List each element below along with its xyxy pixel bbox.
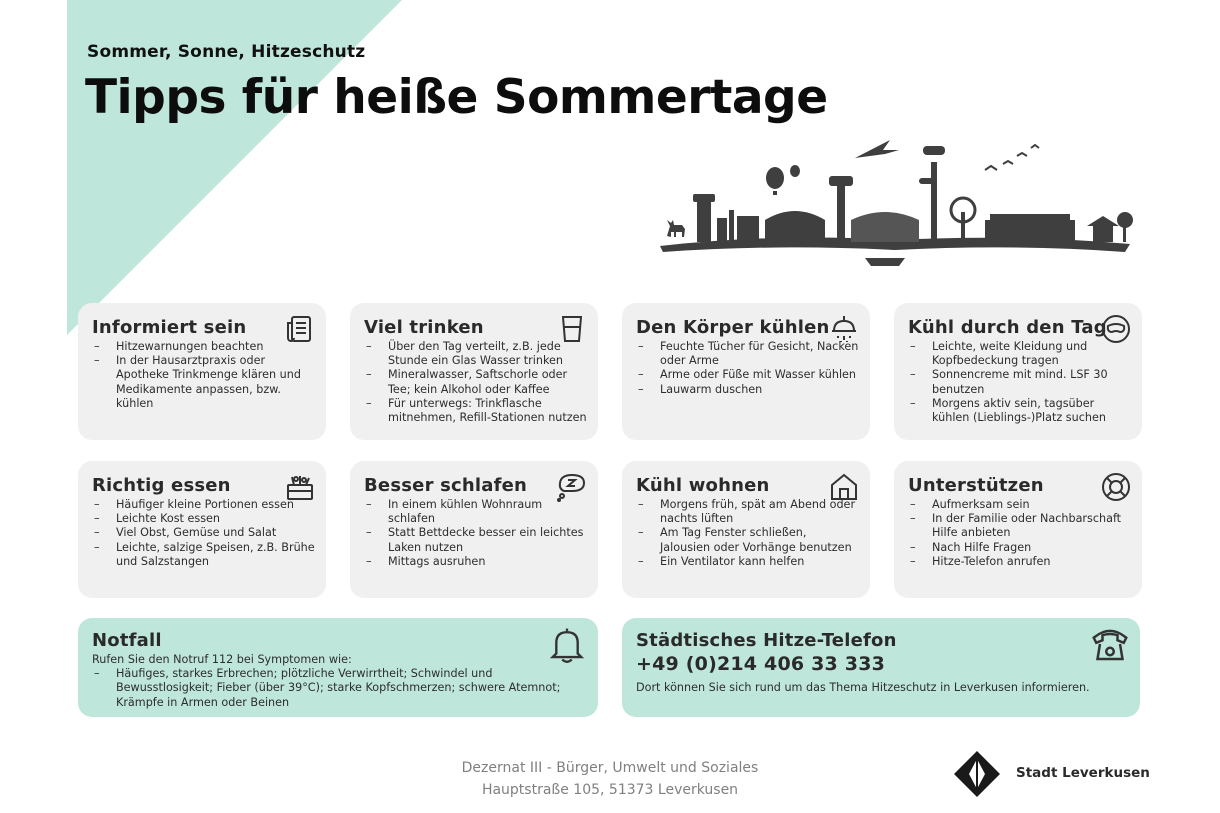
list-item: – Häufiger kleine Portionen essen — [92, 498, 316, 512]
notfall-intro: Rufen Sie den Notruf 112 bei Symptomen wie: — [92, 653, 352, 666]
list-item: – Aufmerksam sein — [908, 498, 1132, 512]
list-item: – Leichte, weite Kleidung und Kopfbedeckung tragen — [908, 340, 1132, 368]
list-item: – Für unterwegs: Trinkflasche mitnehmen, Refill-Stationen nutzen — [364, 397, 588, 425]
list-item: – Feuchte Tücher für Gesicht, Nacken oder Arme — [636, 340, 860, 368]
list-item: – Viel Obst, Gemüse und Salat — [92, 526, 316, 540]
card-title: Besser schlafen — [364, 475, 528, 496]
list-item: – Morgens aktiv sein, tagsüber kühlen (Lieblings-)Platz suchen — [908, 397, 1132, 425]
list-item: – Mittags ausruhen — [364, 555, 588, 569]
list-item: – Sonnencreme mit mind. LSF 30 benutzen — [908, 368, 1132, 396]
list-item: – In einem kühlen Wohnraum schlafen — [364, 498, 588, 526]
stadt-leverkusen-logo-icon — [953, 750, 1001, 798]
list-item: – Am Tag Fenster schließen, Jalousien oder Vorhänge benutzen — [636, 526, 860, 554]
telephone-icon — [1090, 624, 1130, 664]
list-item: – Ein Ventilator kann helfen — [636, 555, 860, 569]
card-title: Kühl durch den Tag — [908, 317, 1107, 338]
card-kuehl-durch-den-tag — [894, 303, 1142, 440]
card-viel-trinken — [350, 303, 598, 440]
bell-icon — [548, 624, 586, 664]
notfall-title: Notfall — [92, 630, 162, 651]
card-informiert-sein — [78, 303, 326, 440]
list-item: – Nach Hilfe Fragen — [908, 541, 1132, 555]
card-koerper-kuehlen — [622, 303, 870, 440]
list-item: – Häufiges, starkes Erbrechen; plötzliche Verwirrtheit; Schwindel und Bewusstlosigkeit; Fieber (über 39°C); starke Kopfschmerzen; schwere Atemnot; Krämpfe in Armen oder Beinen — [92, 667, 588, 710]
hotline-phone-number[interactable]: +49 (0)214 406 33 333 — [636, 653, 886, 675]
list-item: – Hitzewarnungen beachten — [92, 340, 316, 354]
list-item: – In der Familie oder Nachbarschaft Hilfe anbieten — [908, 512, 1132, 540]
card-title: Richtig essen — [92, 475, 231, 496]
list-item: – Morgens früh, spät am Abend oder nachts lüften — [636, 498, 860, 526]
card-title: Den Körper kühlen — [636, 317, 830, 338]
list-item: – Leichte Kost essen — [92, 512, 316, 526]
hotline-text: Dort können Sie sich rund um das Thema Hitzeschutz in Leverkusen informieren. — [636, 681, 1090, 694]
list-item: – Hitze-Telefon anrufen — [908, 555, 1132, 569]
list-item: – Über den Tag verteilt, z.B. jede Stunde ein Glas Wasser trinken — [364, 340, 588, 368]
card-title: Unterstützen — [908, 475, 1044, 496]
card-kuehl-wohnen — [622, 461, 870, 598]
footer-address: Hauptstraße 105, 51373 Leverkusen — [481, 782, 739, 798]
page-title: Tipps für heiße Sommertage — [85, 70, 828, 125]
hitze-telefon-box — [622, 618, 1140, 717]
logo-text: Stadt Leverkusen — [1016, 765, 1150, 781]
list-item: – Mineralwasser, Saftschorle oder Tee; kein Alkohol oder Kaffee — [364, 368, 588, 396]
card-title: Viel trinken — [364, 317, 484, 338]
hotline-title: Städtisches Hitze-Telefon — [636, 630, 897, 651]
card-unterstuetzen — [894, 461, 1142, 598]
list-item: – In der Hausarztpraxis oder Apotheke Trinkmenge klären und Medikamente anpassen, bzw. kühlen — [92, 354, 316, 411]
list-item: – Arme oder Füße mit Wasser kühlen — [636, 368, 860, 382]
notfall-box — [78, 618, 598, 717]
list-item: – Statt Bettdecke besser ein leichtes Laken nutzen — [364, 526, 588, 554]
city-skyline-illustration — [655, 128, 1135, 273]
footer-department: Dezernat III - Bürger, Umwelt und Soziales — [461, 760, 759, 776]
card-besser-schlafen — [350, 461, 598, 598]
card-title: Kühl wohnen — [636, 475, 770, 496]
page-subtitle: Sommer, Sonne, Hitzeschutz — [87, 42, 366, 62]
list-item: – Leichte, salzige Speisen, z.B. Brühe und Salzstangen — [92, 541, 316, 569]
card-richtig-essen — [78, 461, 326, 598]
list-item: – Lauwarm duschen — [636, 383, 860, 397]
card-title: Informiert sein — [92, 317, 247, 338]
